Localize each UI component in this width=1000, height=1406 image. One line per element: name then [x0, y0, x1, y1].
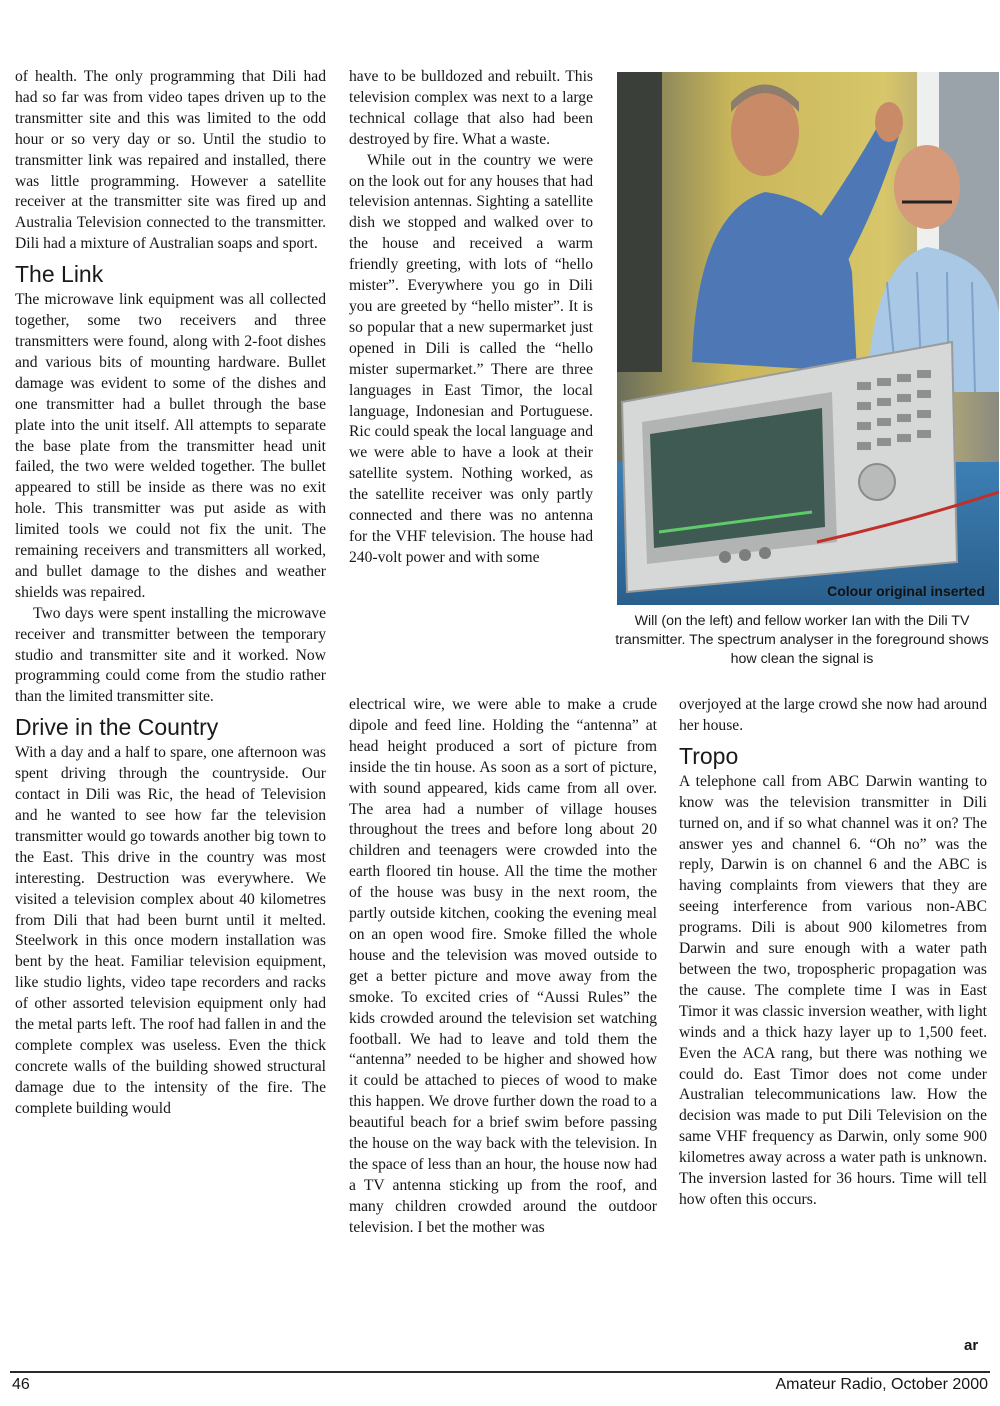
column-3: [679, 695, 987, 1211]
heading-the-link: The Link: [15, 261, 104, 288]
paragraph: A telephone call from ABC Darwin wanting to know was the television transmitter in Dili turned on, and if so what channel was it on? The answer yes and channel 6. “Oh no” was the reply, Darwin is on channel 6 and the ABC is having complaints from viewers that they are seeing interference from various non-ABC programs. Dili is about 900 kilometres from Darwin and sure enough with a water path between the two, tropospheric propagation was the cause. The complete time I was in East Timor it was classic inversion weather, with light winds and a thick hazy layer up to 1,500 feet. Even the ACA rang, but there was nothing we could do. East Timor does not come under Australian telecommunications law. How the decision was made to put Dili Television on the same VHF frequency as Darwin, only some 900 kilometres away across a water path is unknown. The inversion lasted for 36 hours. Time will tell how often this occurs.: [679, 772, 987, 1208]
photo-caption: Will (on the left) and fellow worker Ian with the Dili TV transmitter. The spectrum analyser in the foreground shows how clean the signal is: [615, 613, 989, 667]
end-mark: ar: [964, 1337, 979, 1354]
photo-note: Colour original inserted: [827, 583, 985, 599]
photo-will-and-ian-with-transmitter: [617, 72, 999, 605]
paragraph: overjoyed at the large crowd she now had around her house.: [679, 696, 987, 734]
paragraph: have to be bulldozed and rebuilt. This television complex was next to a large technical collage that also had been destroyed by fire. What a waste.: [349, 68, 593, 148]
paragraph: Two days were spent installing the microwave receiver and transmitter between the temporary studio and transmitter site and it worked. Now programming could come from the studio rather than the limited transmitter site.: [15, 604, 326, 706]
column-2-lower: [349, 695, 657, 1239]
column-1: [15, 67, 326, 1120]
footer-rule: [10, 1371, 990, 1373]
heading-drive-in-the-country: Drive in the Country: [15, 714, 219, 741]
paragraph: electrical wire, we were able to make a crude dipole and feed line. Holding the “antenna” at head height produced a sort of picture from inside the tin house. As soon as a sort of picture, with sound appeared, kids came from all over. The area had a number of village houses throughout the trees and before long about 20 children and teenagers were crowded into the earth floored tin house. All the time the mother of the house was busy in the next room, the partly outside kitchen, cooking the evening meal on an open wood fire. Smoke filled the whole house and the television was moved outside to get a better picture and move away from the smoke. To excited cries of “Aussi Rules” the kids crowded around the television set watching football. We had to leave and told them the “antenna” needed to be higher and showed how it could be attached to pieces of wood to make this happen. We drove further down the road to a beautiful beach for a brief swim before passing the house on the way back with the television. In the space of less than an hour, the house now had a TV antenna sticking up from the roof, and many children crowded around the outdoor television. I bet the mother was: [349, 696, 657, 1236]
page-number: 46: [12, 1376, 30, 1393]
paragraph: While out in the country we were on the look out for any houses that had television antennas. Sighting a satellite dish we stopped and walked over to the house and received a warm friendly greeting, with lots of “hello mister”. Everywhere you go in Dili you are greeted by “hello mister”. It is so popular that a new supermarket just opened in Dili is called the “hello mister supermarket.” There are three languages in East Timor, the local language, Indonesian and Portuguese. Ric could speak the local language and we were able to have a look at their satellite system. Nothing worked, as the satellite receiver was only partly connected and there was no antenna for the VHF television. The house had 240-volt power and with some: [349, 151, 593, 566]
paragraph: With a day and a half to spare, one afternoon was spent driving through the countryside. Our contact in Dili was Ric, the head of Television and he wanted to see how far the television transmitter would go towards another big town to the East. This drive in the country was most interesting. Destruction was everywhere. We visited a television complex about 40 kilometres from Dili that had been burnt until it melted. Steelwork in this once modern installation was bent by the heat. Familiar television equipment, like studio lights, video tape recorders and racks of other assorted television equipment only had the metal parts left. The roof had fallen in and the complete complex was useless. Even the thick concrete walls of the building showed structural damage due to the intensity of the fire. The complete building would: [15, 744, 326, 1117]
column-2-upper: [349, 67, 593, 569]
paragraph: of health. The only programming that Dili had had so far was from video tapes driven up to the transmitter site and this was limited to the odd hour or so very day or so. Until the studio to transmitter link was repaired and installed, there was little programming. However a satellite receiver at the transmitter site was fired up and Australia Television connected to the transmitter. Dili had a mixture of Australian soaps and sport.: [15, 68, 326, 253]
heading-tropo: Tropo: [679, 742, 739, 769]
photo-illustration: [617, 72, 999, 605]
publication-footer: Amateur Radio, October 2000: [775, 1376, 988, 1393]
paragraph: The microwave link equipment was all collected together, some two receivers and three transmitters were found, along with 2-foot dishes and various bits of mounting hardware. Bullet damage was evident to some of the dishes and one transmitter had a bullet through the base plate into the unit itself. All attempts to separate the base plate from the transmitter head unit failed, the two were welded together. The bullet appeared to still be inside as there was no exit hole. This transmitter was put aside as with limited tools we could not fix the unit. The remaining receivers and transmitters all worked, and bullet damage to the dishes and weather shields was repaired.: [15, 291, 326, 601]
